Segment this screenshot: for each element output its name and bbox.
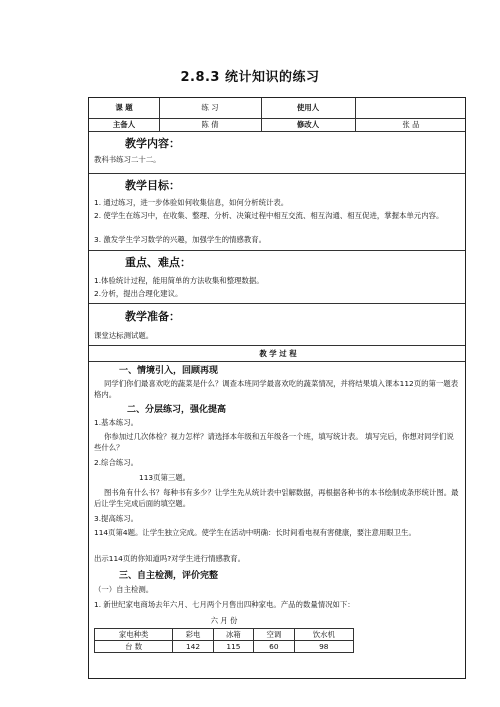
table-cell: 115 [213,641,253,653]
keypoints-heading: 重点、难点： [125,256,191,269]
table-header-row [95,629,354,641]
editor-label: 修改人 [296,120,320,129]
course-value: 练 习 [201,103,219,112]
page-title: 2.8.3 统计知识的练习 [180,70,320,85]
keypoint-item: 2.分析，提出合理化建议。 [94,289,183,298]
author-value: 陈 倩 [201,120,219,129]
prep-heading: 教学准备： [125,310,180,323]
goal-item: 2. 使学生在练习中，在收集、整理、分析、决策过程中相互交流、相互沟通、相互促进，掌握本单元内容。 [94,211,444,220]
section-2-p6: 3.提高练习。 [94,514,139,523]
month-label: 六 月 份 [210,616,238,625]
table-cell: 台 数 [95,641,173,653]
section-2-p4: 113页第三题。 [139,473,191,482]
process-heading: 教 学 过 程 [259,349,297,358]
editor-value: 张 品 [402,120,420,129]
author-label: 主备人 [112,120,136,129]
table-header-cell: 家电种类 [95,629,173,641]
section-3-p2: 1. 新世纪家电商场去年六月、七月两个月售出四种家电。产品的数量情况如下： [94,600,355,609]
section-3-title: 三、自主检测，评价完整 [119,571,219,581]
table-header-cell: 冰箱 [213,629,253,641]
table-row [95,641,354,653]
table-header-cell: 彩电 [173,629,213,641]
table-cell: 142 [173,641,213,653]
course-label: 课 题 [115,103,133,112]
section-2-p1: 1.基本练习。 [94,418,139,427]
table-header-cell: 空调 [254,629,294,641]
table-cell: 60 [254,641,294,653]
section-2-p5: 图书角有什么书？每种书有多少？让学生先从统计表中읽解数据，再根据各种书的本书绘制成条形统计图。最后让学生完成后面的填空题。 [94,488,459,508]
section-2-p3: 2.综合练习。 [94,458,139,467]
table-header-cell: 饮水机 [294,629,353,641]
section-2-p8: 出示114页的你知道吗?对学生进行情感教育。 [94,554,246,563]
content-heading: 教学内容： [125,137,180,150]
goals-heading: 教学目标： [125,179,180,192]
user-label: 使用人 [296,103,320,112]
section-3-p1: （一）自主检测。 [94,585,154,594]
table-cell: 98 [294,641,353,653]
lesson-plan-table [88,97,466,679]
section-1-title: 一、情境引入，回顾再现 [119,366,219,376]
prep-text: 课堂达标测试题。 [94,331,154,340]
section-2-title: 二、分层练习，强化提高 [127,405,227,415]
goal-item: 1. 通过练习，进一步体验如何收集信息，如何分析统计表。 [94,198,289,207]
appliance-table [94,628,354,653]
content-text: 教科书练习二十二。 [94,155,161,164]
section-2-p7: 114页第4题。让学生独立完成。使学生在活动中明确：长时间看电视有害健康，要注意用眼卫生。 [94,528,416,537]
section-1-text: 同学们你们最喜欢吃的蔬菜是什么？调查本班同学最喜欢吃的蔬菜情况，并将结果填入课本112页的第一题表格内。 [94,379,459,399]
goal-item: 3. 激发学生学习数学的兴趣，加强学生的情感教育。 [94,235,266,244]
section-2-p2: 你参加过几次体检？视力怎样？请选择本年级和五年级各一个班，填写统计表。 填写完后，你想对同学们说些什么？ [94,432,454,452]
keypoint-item: 1.体验统计过程，能用简单的方法收集和整理数据。 [94,276,264,285]
